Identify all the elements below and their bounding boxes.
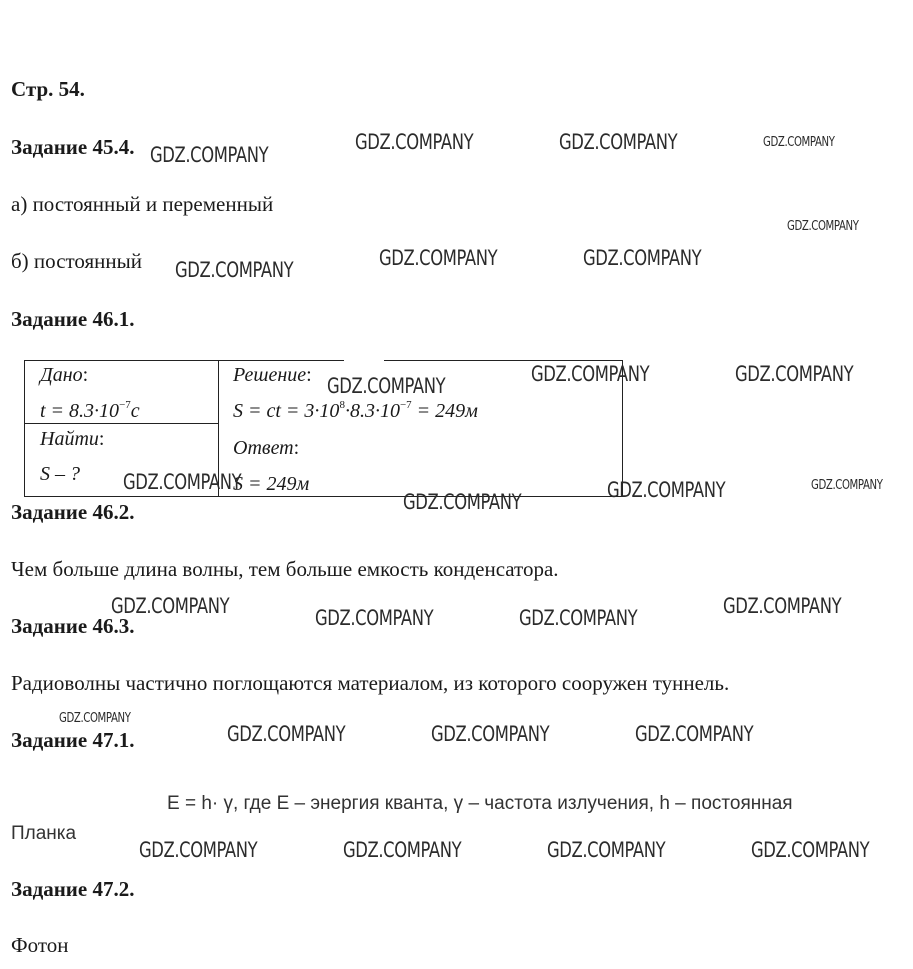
- task-46-3-title: Задание 46.3.: [11, 614, 135, 638]
- watermark: GDZ.COMPANY: [431, 722, 550, 746]
- watermark: GDZ.COMPANY: [355, 130, 474, 154]
- find-heading: Найти:: [40, 428, 105, 450]
- watermark: GDZ.COMPANY: [315, 606, 434, 630]
- watermark: GDZ.COMPANY: [111, 594, 230, 618]
- given-value: $t = 8.3\cdot 10^{-7}с$: [40, 399, 140, 422]
- task-47-1-title: Задание 47.1.: [11, 728, 135, 752]
- solution-formula: S = ct = $3\cdot 10^8\cdot 8.3\cdot 10^{-7} = 249м$: [233, 399, 478, 422]
- task-47-2-title: Задание 47.2.: [11, 877, 135, 901]
- task-47-1-formula-continuation: Планка: [11, 823, 77, 844]
- watermark: GDZ.COMPANY: [123, 470, 242, 494]
- watermark: GDZ.COMPANY: [379, 246, 498, 270]
- watermark: GDZ.COMPANY: [227, 722, 346, 746]
- task-45-4-answer-b: б) постоянный: [11, 249, 142, 273]
- task-46-2-title: Задание 46.2.: [11, 500, 135, 524]
- given-heading: Дано:: [40, 364, 89, 386]
- watermark: GDZ.COMPANY: [763, 135, 835, 150]
- watermark: GDZ.COMPANY: [327, 374, 446, 398]
- watermark: GDZ.COMPANY: [343, 838, 462, 862]
- answer-value: S = 249м: [233, 473, 310, 495]
- task-46-3-answer: Радиоволны частично поглощаются материалом, из которого сооружен туннель.: [11, 671, 730, 695]
- watermark: GDZ.COMPANY: [723, 594, 842, 618]
- answer-heading: Ответ:: [233, 437, 300, 459]
- task-45-4-answer-a: а) постоянный и переменный: [11, 192, 274, 216]
- task-47-2-answer: Фотон: [11, 933, 69, 957]
- watermark: GDZ.COMPANY: [175, 258, 294, 282]
- watermark: GDZ.COMPANY: [735, 362, 854, 386]
- watermark: GDZ.COMPANY: [139, 838, 258, 862]
- watermark: GDZ.COMPANY: [150, 143, 269, 167]
- watermark: GDZ.COMPANY: [607, 478, 726, 502]
- watermark: GDZ.COMPANY: [751, 838, 870, 862]
- watermark: GDZ.COMPANY: [635, 722, 754, 746]
- watermark: GDZ.COMPANY: [811, 478, 883, 493]
- table-border-gap: [344, 355, 384, 365]
- table-horizontal-divider: [24, 423, 219, 424]
- watermark: GDZ.COMPANY: [787, 219, 859, 234]
- solution-heading: Решение:: [233, 364, 312, 386]
- watermark: GDZ.COMPANY: [583, 246, 702, 270]
- watermark: GDZ.COMPANY: [519, 606, 638, 630]
- page-label: Стр. 54.: [11, 77, 85, 101]
- task-46-1-title: Задание 46.1.: [11, 307, 135, 331]
- watermark: GDZ.COMPANY: [531, 362, 650, 386]
- find-value: S – ?: [40, 463, 80, 485]
- task-47-1-formula: E = h· γ, где E – энергия кванта, γ – частота излучения, h – постоянная: [167, 793, 793, 814]
- task-46-2-answer: Чем больше длина волны, тем больше емкость конденсатора.: [11, 557, 559, 581]
- task-45-4-title: Задание 45.4.: [11, 135, 135, 159]
- watermark: GDZ.COMPANY: [547, 838, 666, 862]
- watermark: GDZ.COMPANY: [559, 130, 678, 154]
- watermark: GDZ.COMPANY: [403, 490, 522, 514]
- watermark: GDZ.COMPANY: [59, 711, 131, 726]
